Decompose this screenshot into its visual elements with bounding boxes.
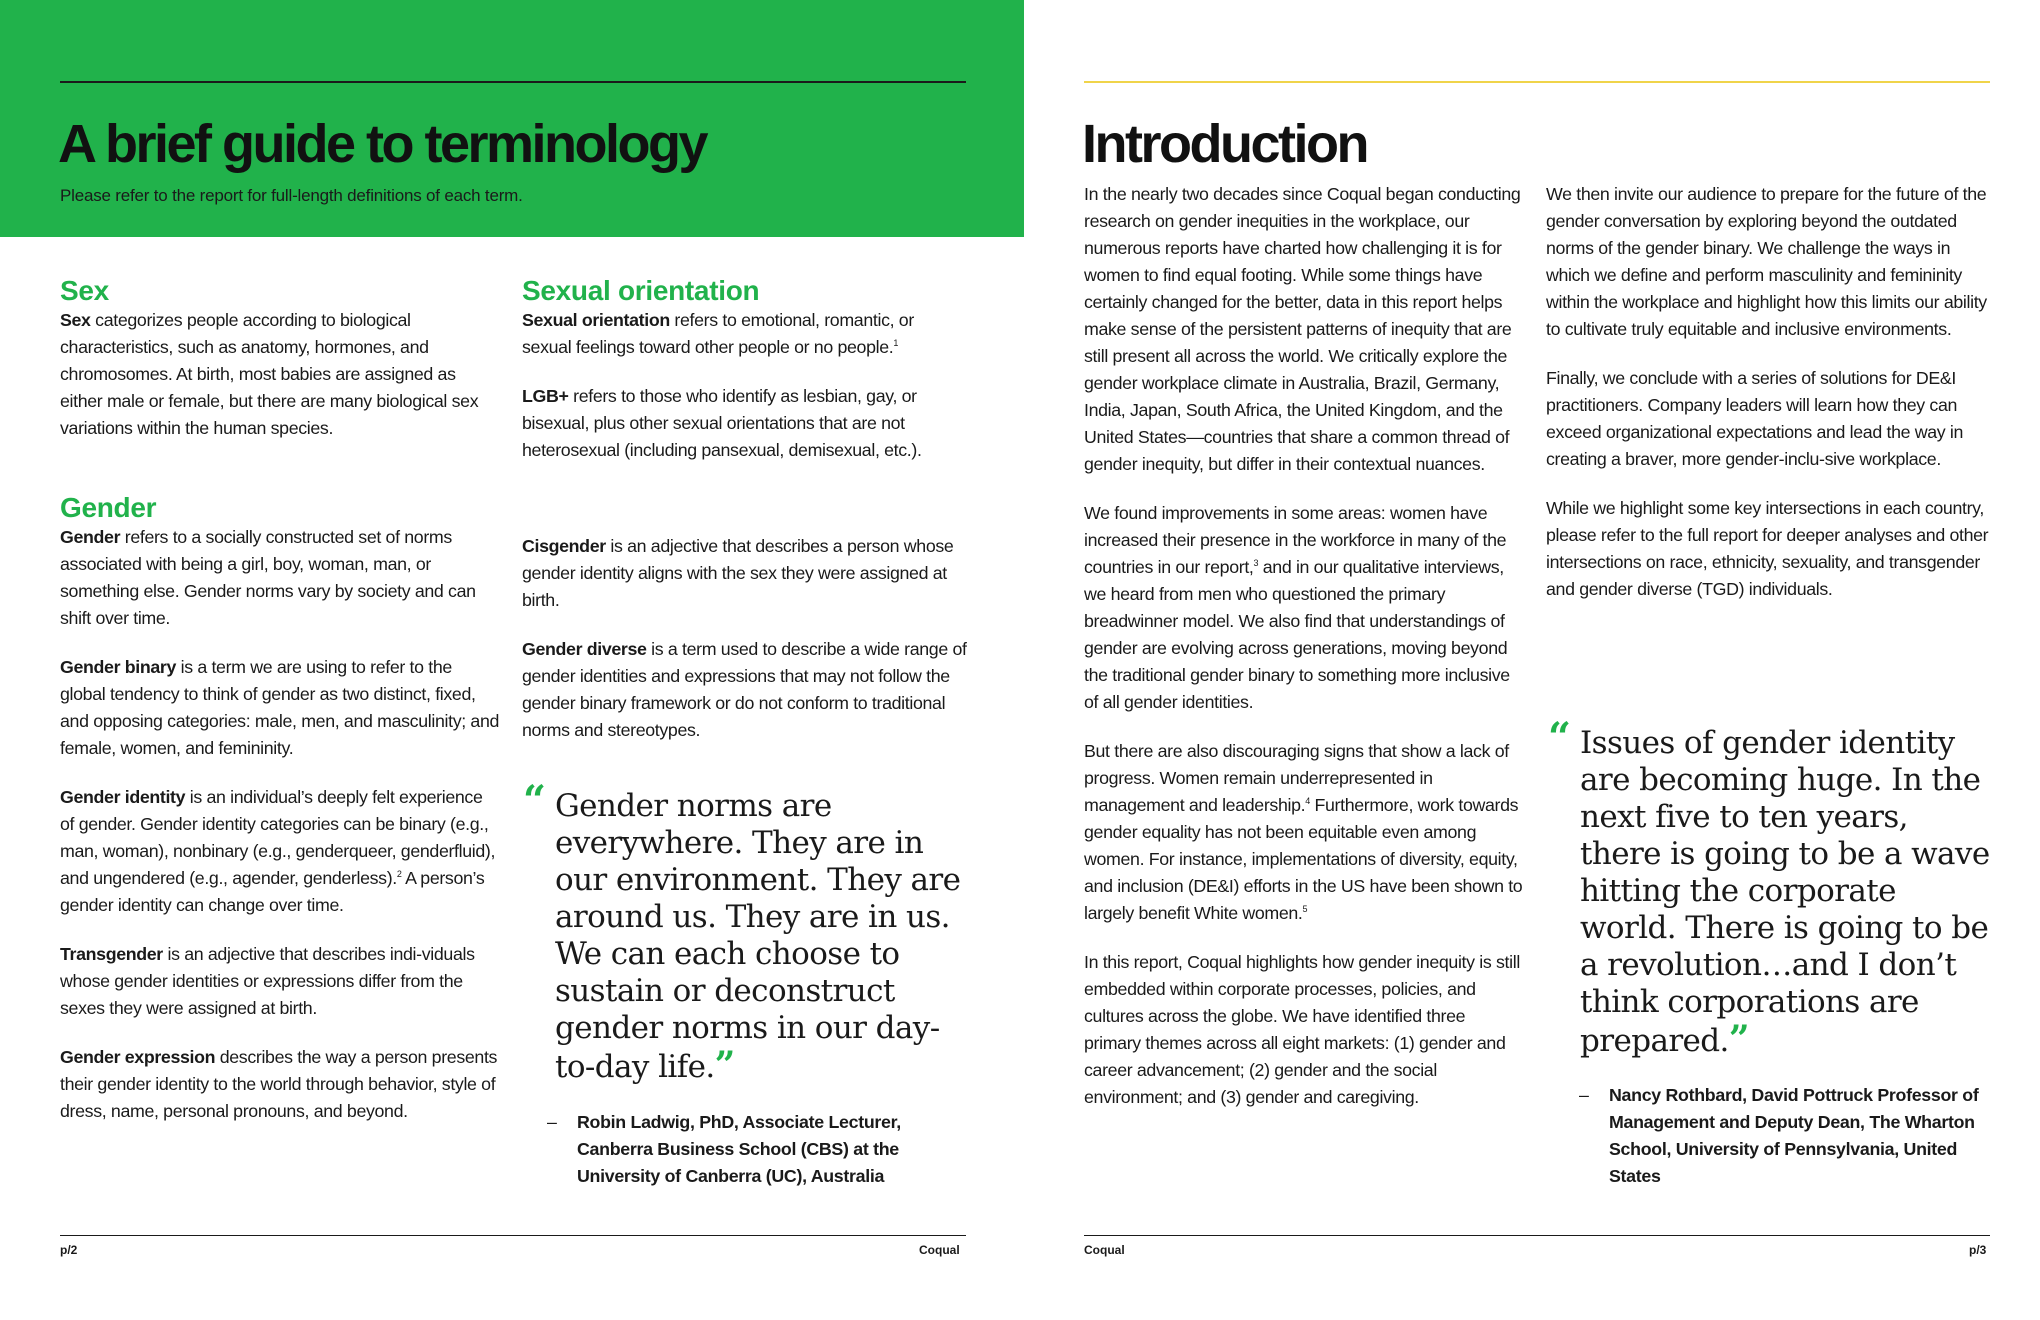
term-definition: refers to emotional, romantic, or sexual feelings toward other people or no people.	[522, 310, 914, 357]
term-definition: refers to a socially constructed set of norms associated with being a girl, boy, woman, man, or something else. Gender norms vary by society and can shift over time.	[60, 527, 476, 628]
term-gender-binary	[60, 654, 500, 762]
term-gender-identity	[60, 784, 500, 919]
term-lgb-plus	[522, 383, 967, 464]
quote-text: Issues of gender identity are becoming huge. In the next five to ten years, there is going to be a wave hitting the corporate world. There is going to be a revolution…and I don’t think corporations are prepared.	[1580, 725, 1990, 1059]
term-definition: describes the way a person presents their gender identity to the world through behavior, style of dress, name, personal pronouns, and beyond.	[60, 1047, 498, 1121]
close-quote-icon: ”	[1728, 1018, 1749, 1060]
footer-brand-left: Coqual	[919, 1243, 960, 1257]
paragraph-text: In the nearly two decades since Coqual began conducting research on gender inequities in the workplace, our numerous reports have charted how challenging it is for women to find equal footing. While some things have certainly changed for the better, data in this report helps make sense of the persistent patterns of inequity that are still present all across the world. We critically explore the gender workplace climate in Australia, Brazil, Germany, India, Japan, South Africa, the United Kingdom, and the United States—countries that share a common thread of gender inequity, but differ in their contextual nuances.	[1084, 184, 1521, 474]
term-label: Gender	[60, 527, 121, 547]
attribution-text: Robin Ladwig, PhD, Associate Lecturer, Canberra Business School (CBS) at the University of Canberra (UC), Australia	[577, 1112, 901, 1186]
quote-text: Gender norms are everywhere. They are in our environment. They are around us. They are in us. We can each choose to sustain or deconstruct gender norms in our day-to-day life.	[555, 788, 961, 1085]
terms-column-left	[60, 275, 500, 1147]
term-definition: is a term we are using to refer to the global tendency to think of gender as two distinct, fixed, and opposing categories: male, men, and masculinity; and female, women, and femininity.	[60, 657, 500, 758]
term-sexual-orientation	[522, 307, 967, 361]
term-sex	[60, 307, 500, 442]
term-gender	[60, 524, 500, 632]
attribution-dash: –	[547, 1112, 557, 1132]
sexual-orientation-heading: Sexual orientation	[522, 275, 760, 306]
intro-column-left	[1084, 181, 1524, 1133]
terms-column-right	[522, 275, 967, 486]
gender-heading: Gender	[60, 492, 157, 523]
footnote-ref: 3	[1253, 558, 1259, 569]
paragraph-text: We found improvements in some areas: women have increased their presence in the workforce in many of the countries in our report,	[1084, 503, 1507, 577]
intro-paragraph	[1084, 181, 1524, 478]
pull-quote-rothbard	[1548, 714, 1990, 1060]
term-label: Gender expression	[60, 1047, 216, 1067]
paragraph-text: But there are also discouraging signs that show a lack of progress. Women remain underrepresented in management and leadership.	[1084, 741, 1509, 815]
term-definition: is an adjective that describes a person whose gender identity aligns with the sex they were assigned at birth.	[522, 536, 954, 610]
page-number-left: p/2	[60, 1243, 78, 1257]
footnote-ref: 5	[1302, 904, 1308, 915]
term-cisgender	[522, 533, 967, 614]
quote-attribution-ladwig	[547, 1109, 957, 1190]
term-definition: categorizes people according to biological characteristics, such as anatomy, hormones, and chromosomes. At birth, most babies are assigned as either male or female, but there are many biological sex variations within the human species.	[60, 310, 479, 438]
paragraph-text-cont: and in our qualitative interviews, we heard from men who questioned the primary breadwinner model. We also find that understandings of gender are evolving across generations, moving beyond the traditional gender binary to something more inclusive of all gender identities.	[1084, 557, 1510, 712]
footnote-ref: 4	[1305, 796, 1310, 807]
term-label: Cisgender	[522, 536, 606, 556]
term-gender-diverse	[522, 636, 967, 744]
term-definition: is a term used to describe a wide range of gender identities and expressions that may not follow the gender binary framework or do not conform to traditional norms and stereotypes.	[522, 639, 967, 740]
attribution-text: Nancy Rothbard, David Pottruck Professor of Management and Deputy Dean, The Wharton School, University of Pennsylvania, United States	[1609, 1085, 1979, 1186]
paragraph-text: In this report, Coqual highlights how gender inequity is still embedded within corporate processes, policies, and cultures across the globe. We have identified three primary themes across all eight markets: (1) gender and career advancement; (2) gender and the social environment; and (3) gender and caregiving.	[1084, 952, 1520, 1107]
paragraph-text-cont: Furthermore, work towards gender equality has not been equitable even among women. For instance, implementations of diversity, equity, and inclusion (DE&I) efforts in the US have been shown to largely benefit White women.	[1084, 795, 1523, 923]
term-label: Gender binary	[60, 657, 177, 677]
term-label: Transgender	[60, 944, 163, 964]
term-definition-cont: A person’s gender identity can change over time.	[60, 868, 485, 915]
intro-column-right	[1546, 181, 1991, 625]
intro-paragraph	[1084, 500, 1524, 716]
term-gender-expression	[60, 1044, 500, 1125]
top-rule-left	[60, 81, 966, 83]
quote-attribution-rothbard	[1579, 1082, 1989, 1190]
term-label: LGB+	[522, 386, 569, 406]
pull-quote-ladwig	[523, 777, 965, 1086]
term-label: Sexual orientation	[522, 310, 670, 330]
footer-rule-right	[1084, 1235, 1990, 1236]
term-definition: is an adjective that describes indi-viduals whose gender identities or expressions differ from the sexes they were assigned at birth.	[60, 944, 475, 1018]
intro-paragraph: Finally, we conclude with a series of solutions for DE&I practitioners. Company leaders will learn how they can exceed organizational expectations and lead the way in creating a braver, more gender-inclu-sive workplace.	[1546, 368, 1964, 469]
term-transgender	[60, 941, 500, 1022]
term-label: Gender identity	[60, 787, 186, 807]
intro-paragraph	[1084, 738, 1524, 927]
term-definition: refers to those who identify as lesbian, gay, or bisexual, plus other sexual orientations that are not heterosexual (including pansexual, demisexual, etc.).	[522, 386, 922, 460]
open-quote-icon: “	[1548, 714, 1571, 761]
page-title-terminology: A brief guide to terminology	[58, 114, 707, 174]
term-definition: is an individual’s deeply felt experience of gender. Gender identity categories can be binary (e.g., man, woman), nonbinary (e.g., genderqueer, genderfluid), and ungendered (e.g., agender, genderless).	[60, 787, 496, 888]
term-label: Sex	[60, 310, 91, 330]
footnote-ref: 2	[396, 869, 402, 880]
page-subtitle: Please refer to the report for full-length definitions of each term.	[60, 186, 523, 205]
terms-column-right-lower	[522, 533, 967, 766]
page-number-right: p/3	[1969, 1243, 1987, 1257]
sex-heading: Sex	[60, 275, 109, 306]
intro-paragraph: We then invite our audience to prepare for the future of the gender conversation by exploring beyond the outdated norms of the gender binary. We challenge the ways in which we define and perform masculinity and femininity within the workplace and highlight how this limits our ability to cultivate truly equitable and inclusive environments.	[1546, 184, 1987, 339]
close-quote-icon: ”	[714, 1044, 735, 1086]
attribution-dash: –	[1579, 1085, 1589, 1105]
term-label: Gender diverse	[522, 639, 647, 659]
intro-paragraph	[1084, 949, 1524, 1111]
footer-brand-right: Coqual	[1084, 1243, 1125, 1257]
page-title-introduction: Introduction	[1082, 114, 1367, 174]
footnote-ref: 1	[893, 338, 898, 349]
intro-paragraph: While we highlight some key intersections in each country, please refer to the full report for deeper analyses and other intersections on race, ethnicity, sexuality, and transgender and gender diverse (TGD) individuals.	[1546, 498, 1989, 599]
footer-rule-left	[60, 1235, 966, 1236]
top-rule-right	[1084, 81, 1990, 83]
open-quote-icon: “	[523, 777, 546, 824]
